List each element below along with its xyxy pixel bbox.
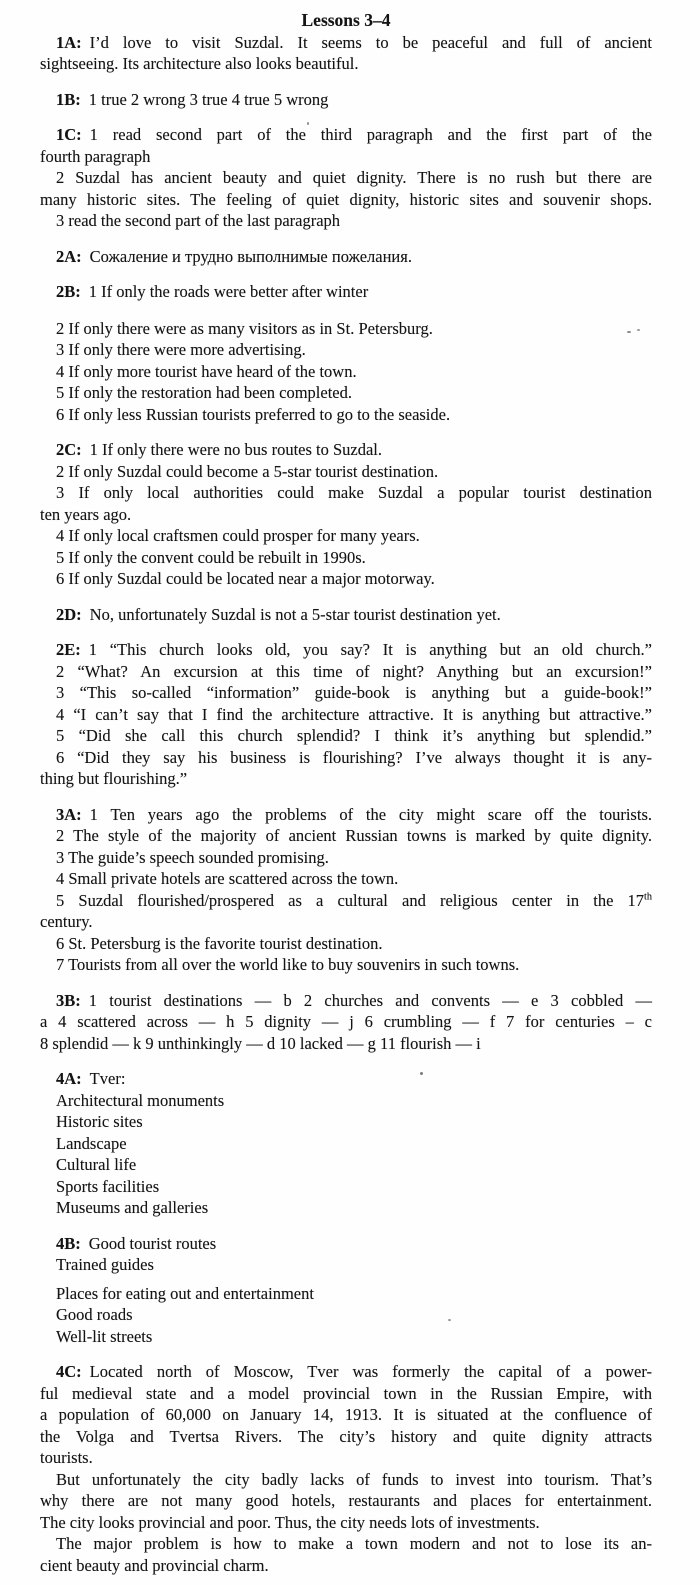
scan-speck <box>420 1072 423 1075</box>
section-1b <box>40 89 652 111</box>
text-line <box>40 1361 652 1383</box>
text-line <box>40 1233 652 1255</box>
list-item <box>40 1154 652 1176</box>
label-4a: 4A: <box>56 1069 82 1088</box>
line-text: Sports facilities <box>56 1176 160 1196</box>
text-line <box>40 911 652 933</box>
line-text: Good tourist routes <box>88 1233 217 1253</box>
list-item <box>40 1283 652 1305</box>
text-line <box>40 547 652 569</box>
line-text: I’d love to visit Suzdal. It seems to be peaceful and full of ancient <box>89 32 652 52</box>
line-text: 6 St. Petersburg is the favorite tourist destination. <box>56 933 383 953</box>
line-text: 2 “What? An excursion at this time of night? Anything but an excursion!” <box>56 661 652 681</box>
line-text: Architectural monuments <box>56 1090 225 1110</box>
text-line <box>40 89 652 111</box>
line-text: 6 If only Suzdal could be located near a major motorway. <box>56 569 435 588</box>
text-line <box>40 53 652 75</box>
line-text: sightseeing. Its architecture also looks beautiful. <box>40 54 359 73</box>
section-3a <box>40 804 652 976</box>
label-3a: 3A: <box>56 804 82 824</box>
section-1c <box>40 124 652 232</box>
line-text: ten years ago. <box>40 504 132 524</box>
scan-speck <box>637 329 640 331</box>
section-2d <box>40 604 652 626</box>
list-item <box>40 1111 652 1133</box>
list-item <box>40 1176 652 1198</box>
section-2a <box>40 246 652 268</box>
line-text: Сожаление и трудно выполнимые пожелания. <box>89 246 412 266</box>
line-text: Museums and galleries <box>56 1198 209 1217</box>
label-3b: 3B: <box>56 990 81 1010</box>
text-line <box>40 1011 652 1033</box>
text-line <box>40 504 652 526</box>
line-text: Good roads <box>56 1305 133 1324</box>
text-line <box>40 954 652 976</box>
line-text: many historic sites. The feeling of quiet dignity, historic sites and souvenir shops. <box>40 189 652 209</box>
section-1a <box>40 32 652 75</box>
line-text: why there are not many good hotels, restaurants and places for entertainment. <box>40 1491 652 1510</box>
text-line <box>40 382 652 404</box>
text-line <box>40 482 652 504</box>
text-line <box>40 1033 652 1055</box>
line-text: 1 read second part of the third paragraph and the first part of the <box>89 125 652 144</box>
list-item <box>40 1197 652 1219</box>
line-text: Historic sites <box>56 1112 143 1131</box>
line-text: Landscape <box>56 1133 127 1153</box>
section-4a <box>40 1068 652 1219</box>
line-text: The major problem is how to make a town modern and not to lose its an- <box>56 1534 652 1553</box>
list-item <box>40 1304 652 1326</box>
list-item <box>40 1326 652 1348</box>
ordinal-superscript: th <box>644 891 652 902</box>
label-4b: 4B: <box>56 1233 81 1253</box>
page-title: Lessons 3–4 <box>301 10 391 30</box>
text-line <box>40 1469 652 1491</box>
line-text: No, unfortunately Suzdal is not a 5-star tourist destination yet. <box>89 604 501 624</box>
line-text: tourists. <box>40 1448 93 1467</box>
line-text: 5 If only the restoration had been completed. <box>56 383 352 402</box>
line-text: Cultural life <box>56 1155 137 1174</box>
text-line <box>40 890 652 912</box>
text-line <box>40 1512 652 1534</box>
label-2d: 2D: <box>56 604 82 624</box>
label-2c: 2C: <box>56 440 82 459</box>
text-line <box>40 146 652 168</box>
line-text: 8 splendid — k 9 unthinkingly — d 10 lacked — g 11 flourish — i <box>40 1033 481 1053</box>
section-2b <box>40 281 652 425</box>
line-text: 7 Tourists from all over the world like to buy souvenirs in such towns. <box>56 955 520 974</box>
line-text: 6 “Did they say his business is flourishing? I’ve always thought it is any- <box>56 747 652 767</box>
text-line <box>40 318 652 340</box>
line-text: Tver: <box>89 1069 126 1088</box>
text-line <box>40 124 652 146</box>
text-line <box>40 439 652 461</box>
label-2b: 2B: <box>56 282 81 301</box>
text-line <box>40 246 652 268</box>
text-line <box>40 189 652 211</box>
line-text: 3 “This so-called “information” guide-book is anything but a guide-book!” <box>56 683 652 702</box>
label-2e: 2E: <box>56 640 81 659</box>
text-line <box>40 661 652 683</box>
label-1a: 1A: <box>56 32 82 52</box>
label-2a: 2A: <box>56 246 82 266</box>
text-line <box>40 525 652 547</box>
text-line <box>40 639 652 661</box>
line-text: Located north of Moscow, Tver was formerly the capital of a power- <box>89 1362 652 1381</box>
line-text: 6 If only less Russian tourists preferred to go to the seaside. <box>56 404 451 424</box>
line-text: The city looks provincial and poor. Thus, the city needs lots of investments. <box>40 1512 540 1532</box>
line-text: 1 true 2 wrong 3 true 4 true 5 wrong <box>88 89 329 109</box>
line-text: 3 If only there were more advertising. <box>56 340 306 359</box>
line-text: ful medieval state and a model provincial town in the Russian Empire, with <box>40 1383 652 1403</box>
line-text: 1 Ten years ago the problems of the city might scare off the tourists. <box>89 804 652 824</box>
scan-speck <box>448 1319 451 1321</box>
line-text: 2 Suzdal has ancient beauty and quiet dignity. There is no rush but there are <box>56 168 652 187</box>
line-text: 2 The style of the majority of ancient Russian towns is marked by quite dignity. <box>56 826 652 845</box>
line-text: 2 If only there were as many visitors as in St. Petersburg. <box>56 318 433 338</box>
text-line <box>40 768 652 790</box>
line-text: 1 “This church looks old, you say? It is anything but an old church.” <box>88 640 652 659</box>
text-line <box>40 804 652 826</box>
text-line <box>40 990 652 1012</box>
section-4c <box>40 1361 652 1576</box>
line-text: fourth paragraph <box>40 146 151 166</box>
text-line <box>40 1404 652 1426</box>
scan-speck <box>307 122 309 125</box>
line-text: 3 The guide’s speech sounded promising. <box>56 847 329 867</box>
line-text: 5 Suzdal flourished/prospered as a cultural and religious center in the 17 <box>56 890 645 910</box>
text-line <box>40 339 652 361</box>
text-line <box>40 1447 652 1469</box>
label-1b: 1B: <box>56 89 81 109</box>
text-line <box>40 1533 652 1555</box>
text-line <box>40 404 652 426</box>
line-text: But unfortunately the city badly lacks of funds to invest into tourism. That’s <box>56 1469 652 1489</box>
text-line <box>40 725 652 747</box>
line-text: 5 “Did she call this church splendid? I think it’s anything but splendid.” <box>56 726 652 745</box>
line-text: Trained guides <box>56 1255 154 1274</box>
line-text: 4 If only local craftsmen could prosper for many years. <box>56 526 420 545</box>
list-item <box>40 1090 652 1112</box>
line-text: Places for eating out and entertainment <box>56 1283 314 1303</box>
line-text: 2 If only Suzdal could become a 5-star tourist destination. <box>56 461 439 481</box>
line-text: 3 If only local authorities could make Suzdal a popular tourist destination <box>56 483 652 502</box>
text-line <box>40 1426 652 1448</box>
scan-speck <box>627 331 631 333</box>
text-line <box>40 825 652 847</box>
text-line <box>40 1068 652 1090</box>
text-line <box>40 682 652 704</box>
line-text: Well-lit streets <box>56 1326 153 1346</box>
list-item <box>40 1133 652 1155</box>
text-line <box>40 604 652 626</box>
text-line <box>40 461 652 483</box>
list-item <box>40 1254 652 1276</box>
text-line <box>40 167 652 189</box>
line-text: 4 If only more tourist have heard of the town. <box>56 361 357 381</box>
text-line <box>40 847 652 869</box>
text-line <box>40 933 652 955</box>
line-text: 5 If only the convent could be rebuilt in 1990s. <box>56 547 366 567</box>
line-text: 1 If only there were no bus routes to Suzdal. <box>89 440 383 459</box>
line-text: thing but flourishing.” <box>40 769 188 788</box>
text-line <box>40 361 652 383</box>
line-text: a population of 60,000 on January 14, 1913. It is situated at the confluence of <box>40 1405 652 1424</box>
text-line <box>40 1490 652 1512</box>
text-line <box>40 868 652 890</box>
line-text: a 4 scattered across — h 5 dignity — j 6 crumbling — f 7 for centuries – c <box>40 1012 652 1031</box>
text-line <box>40 32 652 54</box>
line-text: the Volga and Tvertsa Rivers. The city’s history and quite dignity attracts <box>40 1426 652 1446</box>
text-line <box>40 568 652 590</box>
text-line <box>40 281 652 303</box>
text-line <box>40 1383 652 1405</box>
section-4b <box>40 1233 652 1348</box>
line-text: cient beauty and provincial charm. <box>40 1555 269 1575</box>
line-text: 4 “I can’t say that I find the architecture attractive. It is anything but attractive.” <box>56 704 652 724</box>
text-line <box>40 1555 652 1577</box>
text-line <box>40 704 652 726</box>
line-text: 1 tourist destinations — b 2 churches and convents — e 3 cobbled — <box>88 990 652 1010</box>
text-line <box>40 210 652 232</box>
section-3b <box>40 990 652 1055</box>
section-2e <box>40 639 652 790</box>
line-text: 1 If only the roads were better after winter <box>88 282 369 301</box>
label-4c: 4C: <box>56 1362 82 1381</box>
line-text: 4 Small private hotels are scattered across the town. <box>56 869 399 888</box>
section-2c <box>40 439 652 590</box>
line-text: 3 read the second part of the last paragraph <box>56 211 341 230</box>
text-line <box>40 747 652 769</box>
label-1c: 1C: <box>56 125 82 144</box>
line-text: century. <box>40 912 93 931</box>
